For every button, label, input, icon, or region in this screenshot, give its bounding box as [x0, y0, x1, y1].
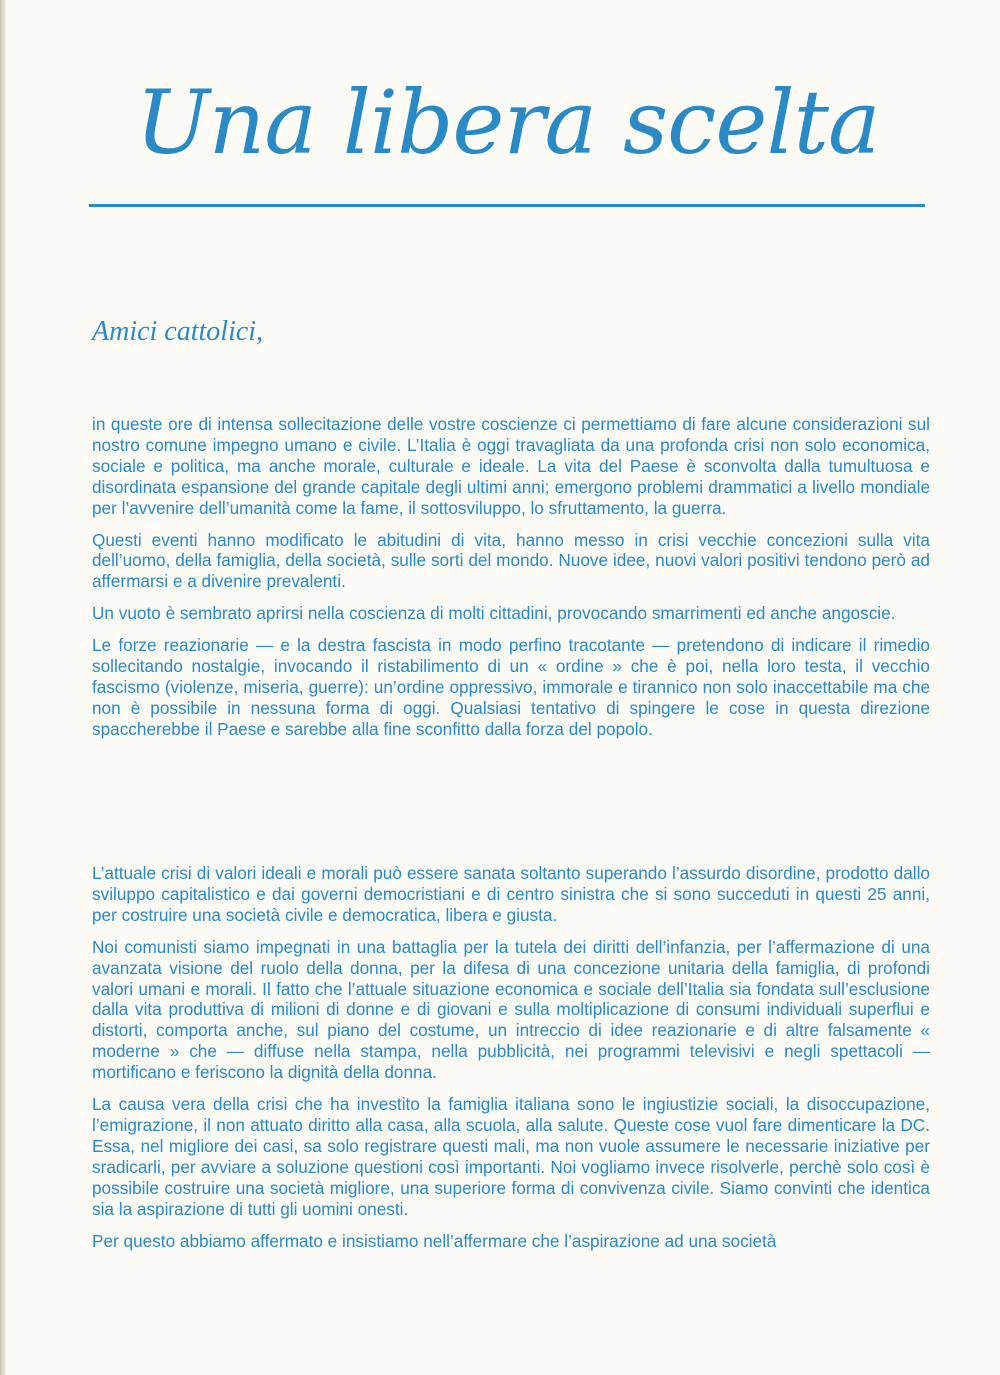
salutation: Amici cattolici, — [92, 316, 264, 347]
page-edge — [0, 0, 6, 1375]
paragraph: Per questo abbiamo affermato e insistiamo nell’affermare che l’aspirazione ad una società — [92, 1230, 777, 1251]
paragraph: La causa vera della crisi che ha investito la famiglia italiana sono le ingiustizie sociali, la disoccupazione, l’emigrazione, il non attuato diritto alla casa, alla scuola, alla salute. Queste cose vuol fare dimenticare la DC. Essa, nel migliore dei casi, sa solo registrare questi mali, ma non vuole assumere le necessarie iniziative per sradicarli, per avviare a soluzione questioni così importanti. Noi vogliamo invece risolverle, perchè solo così è possibile costruire una società migliore, una superiore forma di convivenza civile. Siamo convinti che identica sia la aspirazione di tutti gli uomini onesti. — [92, 1094, 930, 1219]
paragraph: Noi comunisti siamo impegnati in una battaglia per la tutela dei diritti dell’infanzia, per l’affermazione di una avanzata visione del ruolo della donna, per la difesa di una concezione unitaria della famiglia, di profondi valori umani e morali. Il fatto che l’attuale situazione economica e sociale dell’Italia sia fondata sull’esclusione dalla vita produttiva di milioni di donne e di giovani e sulla moltiplicazione di consumi individuali superflui e distorti, comporta anche, sul piano del costume, un intreccio di idee reazionarie e di altre falsamente « moderne » che — diffuse nella stampa, nella pubblicità, nei programmi televisivi e negli spettacoli — mortificano e feriscono la dignità della donna. — [92, 936, 930, 1083]
paragraph: L’attuale crisi di valori ideali e morali può essere sanata soltanto superando l’assurdo disordine, prodotto dallo sviluppo capitalistico e dai governi democristiani e di centro sinistra che si sono succeduti in questi 25 anni, per costruire una società civile e democratica, libera e giusta. — [92, 863, 930, 925]
paragraph: Questi eventi hanno modificato le abitudini di vita, hanno messo in crisi vecchie concezioni sulla vita dell’uomo, della famiglia, della società, sulle sorti del mondo. Nuove idee, nuovi valori positivi tendono però ad affermarsi e a divenire prevalenti. — [92, 529, 930, 592]
paragraph: Un vuoto è sembrato aprirsi nella coscienza di molti cittadini, provocando smarrimenti ed anche angoscie. — [92, 603, 896, 624]
paragraph: Le forze reazionarie — e la destra fascista in modo perfino tracotante — pretendono di indicare il rimedio sollecitando nostalgie, invocando il ristabilimento di un « ordine » che è poi, nella loro testa, il vecchio fascismo (violenze, miseria, guerre): un’ordine oppressivo, immorale e tirannico non solo inaccettabile ma che non è possibile in nessuna forma di oggi. Qualsiasi tentativo di spingere le cose in questa direzione spaccherebbe il Paese e sarebbe alla fine sconfitto dalla forza del popolo. — [92, 635, 930, 739]
text-section-2 — [92, 863, 930, 1262]
document-title: Una libera scelta — [135, 71, 880, 174]
title-divider — [89, 204, 925, 207]
paragraph: in queste ore di intensa sollecitazione delle vostre coscienze ci permettiamo di fare alcune considerazioni sul nostro comune impegno umano e civile. L’Italia è oggi travagliata da una profonda crisi non solo economica, sociale e politica, ma anche morale, culturale e ideale. La vita del Paese è sconvolta dalla tumultuosa e disordinata espansione del grande capitale degli ultimi anni; emergono problemi drammatici a livello mondiale per l’avvenire dell’umanità come la fame, il sottosviluppo, lo sfruttamento, la guerra. — [92, 414, 930, 518]
text-section-1 — [92, 414, 930, 751]
